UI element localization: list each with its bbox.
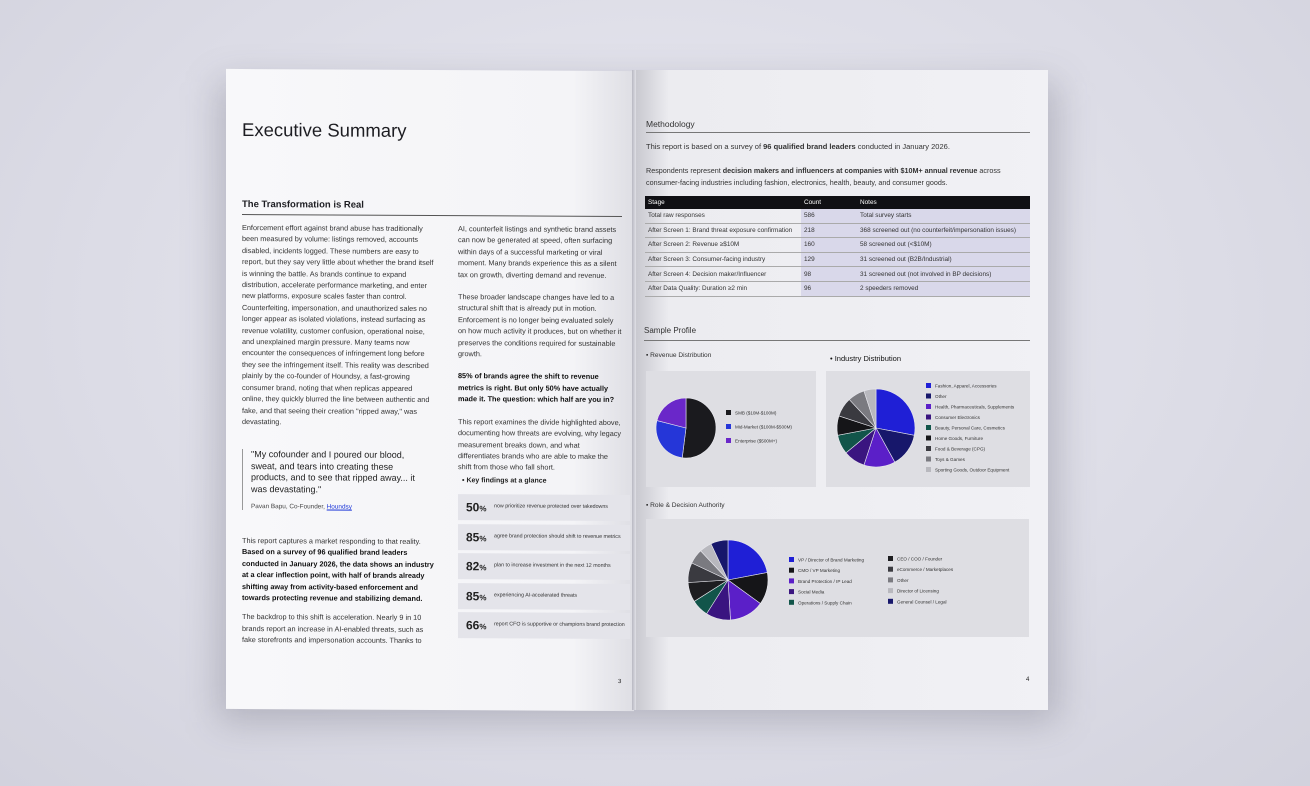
legend-item-2-6 [888, 567, 954, 573]
legend-item-2-8 [888, 588, 939, 594]
legend-swatch [926, 404, 931, 409]
houndsy-link[interactable]: Houndsy [326, 503, 352, 511]
legend-label: Enterprise ($500M+) [735, 438, 778, 444]
col-header-stage: Stage [645, 196, 801, 209]
section-divider [242, 214, 622, 217]
legend-label: Home Goods, Furniture [935, 436, 983, 441]
methodology-divider [646, 132, 1030, 133]
legend-swatch [926, 446, 931, 451]
industry-panel [826, 371, 1030, 487]
table-row [645, 238, 1030, 253]
legend-swatch [926, 425, 931, 430]
industry-pie-chart [826, 371, 1030, 487]
legend-item-2-7 [888, 577, 909, 583]
legend-swatch [926, 383, 931, 388]
legend-label: VP / Director of Brand Marketing [798, 557, 865, 563]
legend-label: SMB ($10M-$100M) [735, 410, 777, 416]
right-page [636, 70, 1048, 710]
legend-swatch [789, 578, 794, 583]
count-cell: 586 [801, 209, 857, 223]
quote-author: Pavan Bapu, Co-Founder, [251, 503, 327, 511]
legend-item-2-1 [789, 568, 840, 574]
key-finding-row [458, 524, 630, 551]
legend-item-1-8 [926, 467, 1010, 473]
legend-item-1-1 [926, 394, 947, 400]
legend-label: Food & Beverage (CPG) [935, 446, 986, 452]
sample-profile-divider [644, 340, 1030, 341]
col-header-notes: Notes [857, 196, 1030, 209]
legend-swatch [926, 415, 931, 420]
survey-paragraph [242, 535, 434, 647]
role-pie-chart [646, 519, 1029, 637]
legend-swatch [926, 436, 931, 441]
finding-text: experiencing AI-accelerated threats [494, 591, 578, 599]
legend-label: Operations / Supply Chain [798, 600, 852, 606]
stage-cell: After Screen 3: Consumer-facing industry [645, 252, 801, 267]
legend-item-1-7 [926, 457, 966, 463]
methodology-summary: This report is based on a survey of 96 qualified brand leaders conducted in January 2026. [646, 142, 950, 151]
legend-label: Brand Protection / IP Lead [798, 578, 852, 584]
stage-cell: After Screen 1: Brand threat exposure confirmation [645, 223, 801, 238]
finding-percent: 66% [466, 618, 487, 633]
legend-item-1-4 [926, 425, 1006, 431]
role-panel [646, 519, 1029, 637]
pie-slice-0-0 [682, 398, 716, 458]
table-row [645, 252, 1030, 267]
legend-label: eCommerce / Marketplaces [897, 567, 954, 573]
table-row [645, 223, 1030, 238]
legend-swatch [926, 394, 931, 399]
backdrop-paragraph: The backdrop to this shift is acceleration. Nearly 9 in 10 brands report an increase in AI-enabled threats, such as fake storefronts and impersonation accounts. Thanks to [242, 612, 424, 646]
legend-label: Mid-Market ($100M-$500M) [735, 424, 792, 430]
legend-item-2-4 [789, 600, 852, 606]
legend-swatch [789, 589, 794, 594]
legend-swatch [789, 568, 794, 573]
key-finding-row [458, 494, 630, 521]
legend-label: Health, Pharmaceuticals, Supplements [935, 404, 1015, 410]
legend-label: Sporting Goods, Outdoor Equipment [935, 467, 1010, 473]
finding-text: report CFO is supportive or champions brand protection [494, 621, 625, 629]
report-paragraph: This report examines the divide highlighted above, documenting how threats are evolving, why legacy measurement breaks down, and what differentiates brands who are able to make the shift from those who fall short. [458, 416, 622, 472]
stage-cell: After Screen 4: Decision maker/Influencer [645, 267, 801, 282]
legend-item-1-6 [926, 446, 986, 452]
stage-cell: After Screen 2: Revenue ≥$10M [645, 238, 801, 253]
notes-cell: 2 speeders removed [857, 281, 1030, 296]
finding-text: now prioritize revenue protected over takedowns [494, 503, 608, 510]
legend-item-1-2 [926, 404, 1015, 410]
pull-quote [242, 449, 431, 511]
legend-label: CMO / VP Marketing [798, 568, 841, 574]
revenue-panel [646, 371, 816, 487]
page-number: 4 [1026, 677, 1030, 683]
legend-item-2-9 [888, 599, 947, 605]
legend-swatch [888, 588, 893, 593]
table-row [645, 281, 1030, 296]
legend-label: Social Media [798, 589, 825, 595]
stage-cell: Total raw responses [645, 209, 801, 223]
legend-label: Director of Licensing [897, 588, 939, 594]
legend-swatch [888, 577, 893, 582]
key-finding-row [458, 583, 630, 610]
finding-text: plan to increase investment in the next 12 months [494, 562, 611, 569]
right-column [458, 223, 622, 474]
finding-percent: 85% [466, 529, 487, 544]
notes-cell: 368 screened out (no counterfeit/impersonation issues) [857, 223, 1030, 238]
methodology-title: Methodology [646, 119, 695, 129]
sample-profile-title: Sample Profile [644, 326, 697, 335]
landscape-paragraph: These broader landscape changes have led to a structural shift that is already put in motion. Enforcement is no longer being evaluated solely on how much activity it produces, but on whether it preserves the conditions required for sustainable growth. [458, 292, 622, 359]
legend-label: Other [935, 394, 947, 399]
col-header-count: Count [801, 196, 857, 209]
notes-cell: Total survey starts [857, 209, 1030, 223]
screening-table [645, 196, 1030, 297]
legend-swatch [888, 567, 893, 572]
legend-label: CEO / COO / Founder [897, 556, 943, 562]
notes-cell: 58 screened out (<$10M) [857, 238, 1030, 253]
pie-slice-1-0 [876, 389, 915, 435]
finding-percent: 82% [466, 559, 487, 574]
legend-item-2-0 [789, 557, 864, 563]
table-row [645, 267, 1030, 282]
quote-text: "My cofounder and I poured our blood, sweat, and tears into creating these products, and to see that ripped away... it was devastating." [251, 449, 415, 495]
legend-swatch [789, 557, 794, 562]
legend-label: Other [897, 577, 909, 583]
legend-swatch [726, 424, 731, 429]
count-cell: 160 [801, 238, 857, 253]
legend-label: General Counsel / Legal [897, 599, 947, 605]
legend-item-2-2 [789, 578, 852, 584]
legend-item-2-5 [888, 556, 943, 562]
revenue-pie-chart [646, 371, 816, 487]
legend-swatch [926, 457, 931, 462]
intro-paragraph: Enforcement effort against brand abuse has traditionally been measured by volume: listings removed, accounts disabled, incidents logged. These numbers are easy to report, but they say very little about whether the brand itself is winning the battle. As brands continue to expand distribution, accelerate performance marketing, and enter new platforms, exposure scales faster than control. Counterfeiting, impersonation, and unauthorized sales no longer appear as isolated violations, instead surfacing as revenue volatility, customer confusion, operational noise, and unexplained margin pressure. Many teams now encounter the consequences of infringement long before they see the infringement itself. This reality was described plainly by the co-founder of Houndsy, a fast-growing consumer brand, noting that when replicas appeared online, they quickly blurred the line between authentic and fake, and that seeing their creation "ripped away," was devastating. [242, 223, 434, 427]
legend-item-0-1 [726, 424, 792, 430]
legend-swatch [926, 467, 931, 472]
legend-swatch [888, 599, 893, 604]
legend-item-0-2 [726, 438, 777, 444]
page-number: 3 [618, 678, 622, 686]
left-page [226, 69, 634, 711]
revenue-title: ▪ Revenue Distribution [646, 352, 712, 359]
callout-paragraph: 85% of brands agree the shift to revenue metrics is right. But only 50% have actually made it. The question: which half are you in? [458, 371, 615, 405]
survey-highlight: Based on a survey of 96 qualified brand leaders conducted in January 2026, the data shows an industry at a clear inflection point, with half of brands already shifting away from activity-based enforcement and towards protecting revenue and stabilizing demand. [242, 547, 434, 603]
legend-label: Fashion, Apparel, Accessories [935, 383, 997, 389]
legend-item-1-3 [926, 415, 981, 421]
notes-cell: 31 screened out (not involved in BP decisions) [857, 267, 1030, 282]
legend-label: Beauty, Personal Care, Cosmetics [935, 425, 1005, 431]
legend-label: Consumer Electronics [935, 415, 980, 420]
count-cell: 98 [801, 267, 857, 282]
section-title: The Transformation is Real [242, 199, 364, 211]
industry-title: • Industry Distribution [830, 354, 901, 363]
legend-swatch [726, 410, 731, 415]
legend-swatch [888, 556, 893, 561]
legend-swatch [789, 600, 794, 605]
legend-swatch [726, 438, 731, 443]
count-cell: 218 [801, 223, 857, 238]
methodology-respondents: Respondents represent decision makers and influencers at companies with $10M+ annual revenue across consumer-facing industries including fashion, electronics, health, beauty, and consumer goods. [646, 166, 1001, 187]
finding-percent: 50% [466, 500, 487, 515]
legend-item-2-3 [789, 589, 825, 595]
legend-label: Toys & Games [935, 457, 965, 462]
finding-text: agree brand protection should shift to revenue metrics [494, 532, 621, 540]
ai-paragraph: AI, counterfeit listings and synthetic brand assets can now be generated at speed, often surfacing within days of a successful marketing or viral moment. Many brands experience this as a silent tax on growth, diverting demand and revenue. [458, 224, 617, 280]
quote-attribution [251, 503, 431, 511]
legend-item-0-0 [726, 410, 777, 416]
stage-cell: After Data Quality: Duration ≥2 min [645, 281, 801, 296]
count-cell: 129 [801, 252, 857, 267]
page-title: Executive Summary [242, 119, 407, 141]
table-row [645, 209, 1030, 223]
role-title: ▪ Role & Decision Authority [646, 502, 725, 509]
key-findings-title: ▪ Key findings at a glance [462, 477, 547, 485]
count-cell: 96 [801, 281, 857, 296]
legend-item-1-0 [926, 383, 997, 389]
key-finding-row [458, 553, 630, 580]
key-finding-row [458, 612, 630, 639]
survey-intro: This report captures a market responding to that reality. [242, 536, 421, 546]
finding-percent: 85% [466, 588, 487, 603]
legend-item-1-5 [926, 436, 983, 442]
notes-cell: 31 screened out (B2B/Industrial) [857, 252, 1030, 267]
